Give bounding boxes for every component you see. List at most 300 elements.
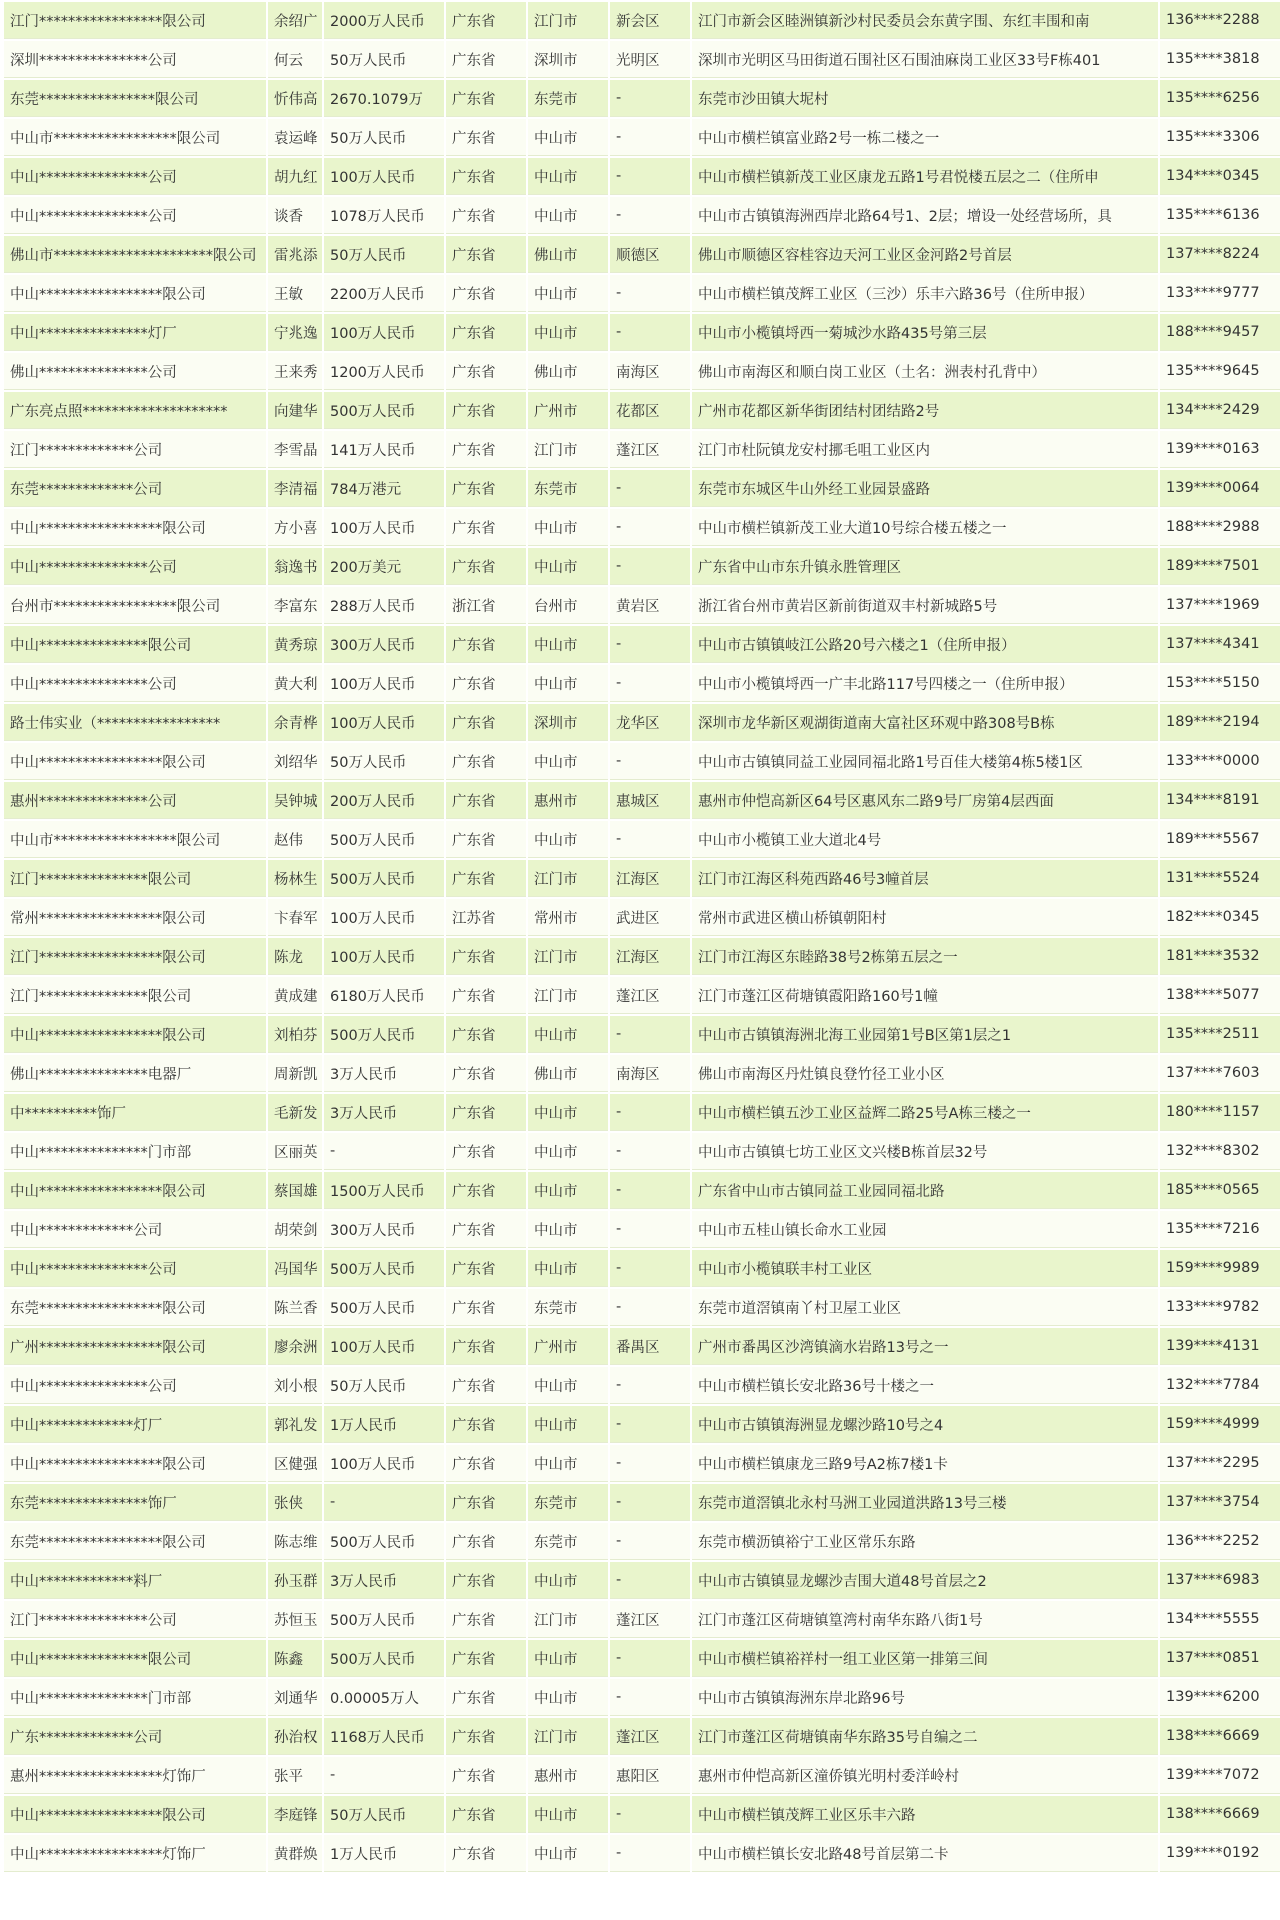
legal-rep-cell: 冯国华	[268, 1250, 322, 1287]
city-cell: 中山市	[528, 1133, 608, 1170]
address-cell: 惠州市仲恺高新区64号区惠风东二路9号厂房第4层西面	[692, 782, 1158, 819]
address-cell: 浙江省台州市黄岩区新前街道双丰村新城路5号	[692, 587, 1158, 624]
province-cell: 广东省	[446, 1640, 526, 1677]
province-cell: 广东省	[446, 1445, 526, 1482]
province-cell: 广东省	[446, 1289, 526, 1326]
company-name-cell: 路士伟实业（*****************	[4, 704, 266, 741]
registered-capital-cell: 50万人民币	[324, 1796, 444, 1833]
province-cell: 广东省	[446, 1523, 526, 1560]
phone-cell: 138****6669	[1160, 1796, 1280, 1833]
phone-cell: 139****6200	[1160, 1679, 1280, 1716]
table-row	[4, 938, 1280, 975]
address-cell: 江门市杜阮镇龙安村挪毛咀工业区内	[692, 431, 1158, 468]
district-cell: -	[610, 1094, 690, 1131]
phone-cell: 138****6669	[1160, 1718, 1280, 1755]
district-cell: -	[610, 119, 690, 156]
city-cell: 广州市	[528, 1328, 608, 1365]
company-name-cell: 中山*************料厂	[4, 1562, 266, 1599]
registered-capital-cell: 3万人民币	[324, 1562, 444, 1599]
phone-cell: 132****7784	[1160, 1367, 1280, 1404]
legal-rep-cell: 谈香	[268, 197, 322, 234]
address-cell: 广州市番禺区沙湾镇滴水岩路13号之一	[692, 1328, 1158, 1365]
district-cell: 江海区	[610, 938, 690, 975]
city-cell: 中山市	[528, 1406, 608, 1443]
company-name-cell: 中**********饰厂	[4, 1094, 266, 1131]
legal-rep-cell: 区健强	[268, 1445, 322, 1482]
table-row	[4, 1172, 1280, 1209]
legal-rep-cell: 苏恒玉	[268, 1601, 322, 1638]
district-cell: -	[610, 1445, 690, 1482]
city-cell: 中山市	[528, 158, 608, 195]
company-name-cell: 台州市*****************限公司	[4, 587, 266, 624]
district-cell: 蓬江区	[610, 1718, 690, 1755]
company-name-cell: 佛山***************电器厂	[4, 1055, 266, 1092]
district-cell: 武进区	[610, 899, 690, 936]
address-cell: 中山市横栏镇长安北路48号首层第二卡	[692, 1835, 1158, 1872]
address-cell: 东莞市沙田镇大坭村	[692, 80, 1158, 117]
city-cell: 江门市	[528, 860, 608, 897]
phone-cell: 134****5555	[1160, 1601, 1280, 1638]
phone-cell: 136****2252	[1160, 1523, 1280, 1560]
district-cell: -	[610, 509, 690, 546]
registered-capital-cell: 100万人民币	[324, 314, 444, 351]
district-cell: 惠阳区	[610, 1757, 690, 1794]
province-cell: 广东省	[446, 1796, 526, 1833]
company-name-cell: 中山***************公司	[4, 197, 266, 234]
table-row	[4, 1406, 1280, 1443]
registered-capital-cell: 100万人民币	[324, 1328, 444, 1365]
legal-rep-cell: 袁运峰	[268, 119, 322, 156]
phone-cell: 134****2429	[1160, 392, 1280, 429]
table-row	[4, 1094, 1280, 1131]
district-cell: 江海区	[610, 860, 690, 897]
province-cell: 广东省	[446, 1757, 526, 1794]
legal-rep-cell: 黄大利	[268, 665, 322, 702]
city-cell: 中山市	[528, 1016, 608, 1053]
province-cell: 广东省	[446, 2, 526, 39]
legal-rep-cell: 翁逸书	[268, 548, 322, 585]
legal-rep-cell: 卞春军	[268, 899, 322, 936]
registered-capital-cell: -	[324, 1484, 444, 1521]
company-name-cell: 中山*************公司	[4, 1211, 266, 1248]
registered-capital-cell: 500万人民币	[324, 1601, 444, 1638]
city-cell: 深圳市	[528, 704, 608, 741]
company-name-cell: 中山*****************限公司	[4, 1796, 266, 1833]
address-cell: 佛山市顺德区容桂容边天河工业区金河路2号首层	[692, 236, 1158, 273]
district-cell: 惠城区	[610, 782, 690, 819]
phone-cell: 134****0345	[1160, 158, 1280, 195]
table-row	[4, 1055, 1280, 1092]
city-cell: 佛山市	[528, 353, 608, 390]
phone-cell: 134****8191	[1160, 782, 1280, 819]
registered-capital-cell: 500万人民币	[324, 860, 444, 897]
company-name-cell: 广东亮点照********************	[4, 392, 266, 429]
address-cell: 中山市古镇镇海洲显龙螺沙路10号之4	[692, 1406, 1158, 1443]
registered-capital-cell: 100万人民币	[324, 899, 444, 936]
table-row	[4, 587, 1280, 624]
district-cell: -	[610, 1640, 690, 1677]
records-body	[4, 2, 1280, 1872]
city-cell: 中山市	[528, 275, 608, 312]
province-cell: 广东省	[446, 1211, 526, 1248]
city-cell: 江门市	[528, 1601, 608, 1638]
address-cell: 江门市新会区睦洲镇新沙村民委员会东黄字围、东红丰围和南	[692, 2, 1158, 39]
address-cell: 广州市花都区新华街团结村团结路2号	[692, 392, 1158, 429]
province-cell: 广东省	[446, 314, 526, 351]
company-name-cell: 中山***************公司	[4, 548, 266, 585]
registered-capital-cell: 2200万人民币	[324, 275, 444, 312]
phone-cell: 135****6136	[1160, 197, 1280, 234]
table-row	[4, 41, 1280, 78]
table-row	[4, 509, 1280, 546]
city-cell: 中山市	[528, 1640, 608, 1677]
company-name-cell: 中山***************公司	[4, 1367, 266, 1404]
address-cell: 江门市蓬江区荷塘镇篁湾村南华东路八街1号	[692, 1601, 1158, 1638]
registered-capital-cell: 500万人民币	[324, 1640, 444, 1677]
phone-cell: 189****5567	[1160, 821, 1280, 858]
city-cell: 东莞市	[528, 470, 608, 507]
registered-capital-cell: 1万人民币	[324, 1835, 444, 1872]
registered-capital-cell: 100万人民币	[324, 1445, 444, 1482]
company-name-cell: 中山***************灯厂	[4, 314, 266, 351]
legal-rep-cell: 赵伟	[268, 821, 322, 858]
registered-capital-cell: 100万人民币	[324, 158, 444, 195]
table-row	[4, 899, 1280, 936]
city-cell: 中山市	[528, 1835, 608, 1872]
phone-cell: 139****4131	[1160, 1328, 1280, 1365]
phone-cell: 182****0345	[1160, 899, 1280, 936]
table-row	[4, 626, 1280, 663]
city-cell: 惠州市	[528, 1757, 608, 1794]
city-cell: 江门市	[528, 977, 608, 1014]
phone-cell: 185****0565	[1160, 1172, 1280, 1209]
table-row	[4, 80, 1280, 117]
registered-capital-cell: 100万人民币	[324, 704, 444, 741]
registered-capital-cell: 288万人民币	[324, 587, 444, 624]
city-cell: 佛山市	[528, 236, 608, 273]
province-cell: 广东省	[446, 1601, 526, 1638]
province-cell: 广东省	[446, 626, 526, 663]
address-cell: 中山市小榄镇联丰村工业区	[692, 1250, 1158, 1287]
district-cell: 蓬江区	[610, 977, 690, 1014]
district-cell: -	[610, 1835, 690, 1872]
address-cell: 中山市横栏镇新茂工业大道10号综合楼五楼之一	[692, 509, 1158, 546]
registered-capital-cell: 6180万人民币	[324, 977, 444, 1014]
city-cell: 中山市	[528, 1250, 608, 1287]
city-cell: 惠州市	[528, 782, 608, 819]
phone-cell: 132****8302	[1160, 1133, 1280, 1170]
province-cell: 广东省	[446, 1835, 526, 1872]
province-cell: 广东省	[446, 860, 526, 897]
table-row	[4, 1796, 1280, 1833]
address-cell: 深圳市龙华新区观湖街道南大富社区环观中路308号B栋	[692, 704, 1158, 741]
district-cell: 黄岩区	[610, 587, 690, 624]
province-cell: 广东省	[446, 977, 526, 1014]
address-cell: 中山市古镇镇岐江公路20号六楼之1（住所申报）	[692, 626, 1158, 663]
address-cell: 中山市横栏镇富业路2号一栋二楼之一	[692, 119, 1158, 156]
company-name-cell: 惠州*****************灯饰厂	[4, 1757, 266, 1794]
legal-rep-cell: 吴钟城	[268, 782, 322, 819]
company-name-cell: 东莞****************限公司	[4, 80, 266, 117]
province-cell: 广东省	[446, 275, 526, 312]
province-cell: 广东省	[446, 1094, 526, 1131]
legal-rep-cell: 李清福	[268, 470, 322, 507]
registered-capital-cell: 200万人民币	[324, 782, 444, 819]
legal-rep-cell: 杨林生	[268, 860, 322, 897]
address-cell: 中山市古镇镇同益工业园同福北路1号百佳大楼第4栋5楼1区	[692, 743, 1158, 780]
company-name-cell: 中山*****************灯饰厂	[4, 1835, 266, 1872]
province-cell: 广东省	[446, 1250, 526, 1287]
address-cell: 江门市蓬江区荷塘镇霞阳路160号1幢	[692, 977, 1158, 1014]
address-cell: 中山市古镇镇七坊工业区文兴楼B栋首层32号	[692, 1133, 1158, 1170]
district-cell: -	[610, 197, 690, 234]
district-cell: -	[610, 1406, 690, 1443]
company-name-cell: 中山***************公司	[4, 1250, 266, 1287]
city-cell: 中山市	[528, 314, 608, 351]
district-cell: -	[610, 158, 690, 195]
city-cell: 中山市	[528, 743, 608, 780]
phone-cell: 135****2511	[1160, 1016, 1280, 1053]
phone-cell: 189****2194	[1160, 704, 1280, 741]
table-row	[4, 1679, 1280, 1716]
address-cell: 广东省中山市东升镇永胜管理区	[692, 548, 1158, 585]
phone-cell: 139****0163	[1160, 431, 1280, 468]
province-cell: 广东省	[446, 1406, 526, 1443]
legal-rep-cell: 廖余洲	[268, 1328, 322, 1365]
district-cell: -	[610, 821, 690, 858]
company-name-cell: 中山*****************限公司	[4, 509, 266, 546]
city-cell: 中山市	[528, 1367, 608, 1404]
legal-rep-cell: 余青桦	[268, 704, 322, 741]
province-cell: 广东省	[446, 158, 526, 195]
phone-cell: 137****2295	[1160, 1445, 1280, 1482]
legal-rep-cell: 刘绍华	[268, 743, 322, 780]
city-cell: 佛山市	[528, 1055, 608, 1092]
legal-rep-cell: 孙治权	[268, 1718, 322, 1755]
province-cell: 广东省	[446, 1133, 526, 1170]
phone-cell: 137****8224	[1160, 236, 1280, 273]
registered-capital-cell: -	[324, 1133, 444, 1170]
province-cell: 广东省	[446, 236, 526, 273]
company-records-table	[2, 0, 1280, 1874]
legal-rep-cell: 刘小根	[268, 1367, 322, 1404]
registered-capital-cell: 2670.1079万	[324, 80, 444, 117]
phone-cell: 188****9457	[1160, 314, 1280, 351]
phone-cell: 135****9645	[1160, 353, 1280, 390]
table-row	[4, 1640, 1280, 1677]
address-cell: 中山市古镇镇显龙螺沙吉围大道48号首层之2	[692, 1562, 1158, 1599]
company-name-cell: 中山*****************限公司	[4, 1172, 266, 1209]
table-row	[4, 977, 1280, 1014]
district-cell: 光明区	[610, 41, 690, 78]
province-cell: 广东省	[446, 470, 526, 507]
district-cell: 蓬江区	[610, 1601, 690, 1638]
registered-capital-cell: 1078万人民币	[324, 197, 444, 234]
registered-capital-cell: 500万人民币	[324, 1250, 444, 1287]
city-cell: 江门市	[528, 2, 608, 39]
province-cell: 浙江省	[446, 587, 526, 624]
legal-rep-cell: 刘柏芬	[268, 1016, 322, 1053]
registered-capital-cell: 100万人民币	[324, 938, 444, 975]
city-cell: 广州市	[528, 392, 608, 429]
city-cell: 东莞市	[528, 1484, 608, 1521]
city-cell: 常州市	[528, 899, 608, 936]
company-name-cell: 中山市*****************限公司	[4, 821, 266, 858]
table-row	[4, 431, 1280, 468]
registered-capital-cell: 1500万人民币	[324, 1172, 444, 1209]
registered-capital-cell: 100万人民币	[324, 509, 444, 546]
city-cell: 东莞市	[528, 80, 608, 117]
registered-capital-cell: 50万人民币	[324, 743, 444, 780]
city-cell: 中山市	[528, 1562, 608, 1599]
legal-rep-cell: 胡九红	[268, 158, 322, 195]
company-name-cell: 深圳***************公司	[4, 41, 266, 78]
address-cell: 东莞市道滘镇北永村马洲工业园道洪路13号三楼	[692, 1484, 1158, 1521]
table-row	[4, 743, 1280, 780]
legal-rep-cell: 王来秀	[268, 353, 322, 390]
province-cell: 广东省	[446, 782, 526, 819]
table-row	[4, 470, 1280, 507]
city-cell: 深圳市	[528, 41, 608, 78]
registered-capital-cell: 300万人民币	[324, 626, 444, 663]
registered-capital-cell: 3万人民币	[324, 1094, 444, 1131]
district-cell: -	[610, 743, 690, 780]
legal-rep-cell: 陈鑫	[268, 1640, 322, 1677]
address-cell: 中山市横栏镇茂辉工业区乐丰六路	[692, 1796, 1158, 1833]
district-cell: -	[610, 1289, 690, 1326]
table-row	[4, 1835, 1280, 1872]
city-cell: 中山市	[528, 197, 608, 234]
table-row	[4, 1211, 1280, 1248]
district-cell: -	[610, 665, 690, 702]
legal-rep-cell: 雷兆添	[268, 236, 322, 273]
legal-rep-cell: 毛新发	[268, 1094, 322, 1131]
registered-capital-cell: 500万人民币	[324, 1289, 444, 1326]
address-cell: 佛山市南海区丹灶镇良登竹径工业小区	[692, 1055, 1158, 1092]
company-name-cell: 广州*****************限公司	[4, 1328, 266, 1365]
district-cell: -	[610, 1484, 690, 1521]
legal-rep-cell: 宁兆逸	[268, 314, 322, 351]
district-cell: -	[610, 80, 690, 117]
table-row	[4, 314, 1280, 351]
province-cell: 广东省	[446, 41, 526, 78]
legal-rep-cell: 张侠	[268, 1484, 322, 1521]
legal-rep-cell: 刘通华	[268, 1679, 322, 1716]
table-row	[4, 1016, 1280, 1053]
phone-cell: 139****0192	[1160, 1835, 1280, 1872]
company-name-cell: 江门*************公司	[4, 431, 266, 468]
province-cell: 广东省	[446, 119, 526, 156]
company-name-cell: 江门*****************限公司	[4, 938, 266, 975]
registered-capital-cell: 50万人民币	[324, 41, 444, 78]
table-row	[4, 548, 1280, 585]
phone-cell: 131****5524	[1160, 860, 1280, 897]
district-cell: 顺德区	[610, 236, 690, 273]
legal-rep-cell: 向建华	[268, 392, 322, 429]
district-cell: -	[610, 314, 690, 351]
company-name-cell: 江门*****************限公司	[4, 2, 266, 39]
city-cell: 东莞市	[528, 1523, 608, 1560]
phone-cell: 180****1157	[1160, 1094, 1280, 1131]
registered-capital-cell: -	[324, 1757, 444, 1794]
city-cell: 台州市	[528, 587, 608, 624]
registered-capital-cell: 300万人民币	[324, 1211, 444, 1248]
address-cell: 惠州市仲恺高新区潼侨镇光明村委洋岭村	[692, 1757, 1158, 1794]
table-row	[4, 236, 1280, 273]
company-name-cell: 广东*************公司	[4, 1718, 266, 1755]
company-name-cell: 中山***************门市部	[4, 1133, 266, 1170]
legal-rep-cell: 黄成建	[268, 977, 322, 1014]
province-cell: 广东省	[446, 938, 526, 975]
table-row	[4, 1250, 1280, 1287]
district-cell: -	[610, 1133, 690, 1170]
province-cell: 广东省	[446, 1055, 526, 1092]
phone-cell: 135****7216	[1160, 1211, 1280, 1248]
province-cell: 广东省	[446, 353, 526, 390]
address-cell: 中山市横栏镇长安北路36号十楼之一	[692, 1367, 1158, 1404]
table-row	[4, 1757, 1280, 1794]
registered-capital-cell: 141万人民币	[324, 431, 444, 468]
table-row	[4, 275, 1280, 312]
address-cell: 广东省中山市古镇同益工业园同福北路	[692, 1172, 1158, 1209]
city-cell: 中山市	[528, 548, 608, 585]
registered-capital-cell: 500万人民币	[324, 1016, 444, 1053]
city-cell: 中山市	[528, 1679, 608, 1716]
company-name-cell: 东莞*****************限公司	[4, 1523, 266, 1560]
district-cell: -	[610, 1211, 690, 1248]
phone-cell: 153****5150	[1160, 665, 1280, 702]
table-row	[4, 1718, 1280, 1755]
registered-capital-cell: 2000万人民币	[324, 2, 444, 39]
address-cell: 佛山市南海区和顺白岗工业区（土名：洲表村孔背中）	[692, 353, 1158, 390]
district-cell: 南海区	[610, 1055, 690, 1092]
phone-cell: 159****4999	[1160, 1406, 1280, 1443]
registered-capital-cell: 50万人民币	[324, 1367, 444, 1404]
phone-cell: 137****1969	[1160, 587, 1280, 624]
table-row	[4, 665, 1280, 702]
phone-cell: 139****7072	[1160, 1757, 1280, 1794]
district-cell: -	[610, 1796, 690, 1833]
province-cell: 广东省	[446, 1367, 526, 1404]
company-name-cell: 中山*****************限公司	[4, 1016, 266, 1053]
table-row	[4, 1289, 1280, 1326]
company-name-cell: 中山***************公司	[4, 665, 266, 702]
province-cell: 广东省	[446, 821, 526, 858]
company-name-cell: 中山*************灯厂	[4, 1406, 266, 1443]
company-name-cell: 中山市*****************限公司	[4, 119, 266, 156]
table-row	[4, 158, 1280, 195]
district-cell: -	[610, 1679, 690, 1716]
city-cell: 中山市	[528, 1172, 608, 1209]
phone-cell: 138****5077	[1160, 977, 1280, 1014]
table-row	[4, 1523, 1280, 1560]
company-name-cell: 中山*****************限公司	[4, 275, 266, 312]
company-name-cell: 东莞***************饰厂	[4, 1484, 266, 1521]
phone-cell: 135****3818	[1160, 41, 1280, 78]
city-cell: 东莞市	[528, 1289, 608, 1326]
legal-rep-cell: 何云	[268, 41, 322, 78]
address-cell: 中山市古镇镇海洲西岸北路64号1、2层；增设一处经营场所，具	[692, 197, 1158, 234]
city-cell: 中山市	[528, 821, 608, 858]
legal-rep-cell: 李富东	[268, 587, 322, 624]
district-cell: 番禺区	[610, 1328, 690, 1365]
province-cell: 广东省	[446, 1016, 526, 1053]
legal-rep-cell: 余绍广	[268, 2, 322, 39]
table-row	[4, 2, 1280, 39]
district-cell: 花都区	[610, 392, 690, 429]
table-row	[4, 1445, 1280, 1482]
registered-capital-cell: 784万港元	[324, 470, 444, 507]
